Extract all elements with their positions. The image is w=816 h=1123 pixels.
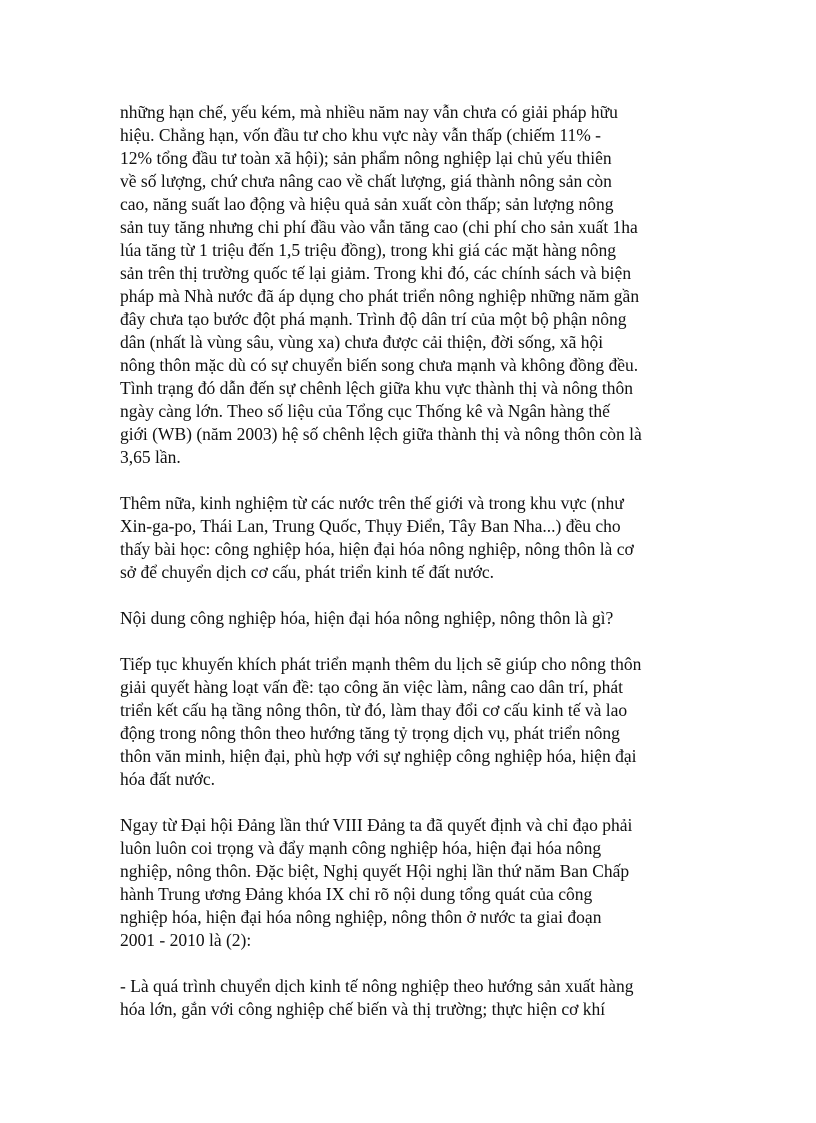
text-line: sở để chuyển dịch cơ cấu, phát triển kinh tế đất nước. — [120, 562, 495, 582]
text-line: - Là quá trình chuyển dịch kinh tế nông nghiệp theo hướng sản xuất hàng — [120, 976, 634, 996]
document-page — [120, 101, 705, 1044]
text-line: Ngay từ Đại hội Đảng lần thứ VIII Đảng ta đã quyết định và chỉ đạo phải — [120, 815, 633, 835]
text-line: sản trên thị trường quốc tế lại giảm. Trong khi đó, các chính sách và biện — [120, 263, 632, 283]
text-line: lúa tăng từ 1 triệu đến 1,5 triệu đồng), trong khi giá các mặt hàng nông — [120, 240, 616, 260]
text-line: Tình trạng đó dẫn đến sự chênh lệch giữa khu vực thành thị và nông thôn — [120, 378, 633, 398]
text-line: 3,65 lần. — [120, 447, 181, 467]
text-line: Xin-ga-po, Thái Lan, Trung Quốc, Thụy Điển, Tây Ban Nha...) đều cho — [120, 516, 621, 536]
text-line: giải quyết hàng loạt vấn đề: tạo công ăn việc làm, nâng cao dân trí, phát — [120, 677, 623, 697]
text-line: pháp mà Nhà nước đã áp dụng cho phát triển nông nghiệp những năm gần — [120, 286, 640, 306]
text-line: Tiếp tục khuyến khích phát triển mạnh thêm du lịch sẽ giúp cho nông thôn — [120, 654, 642, 674]
paragraph-5 — [120, 814, 705, 952]
paragraph-1 — [120, 101, 705, 469]
text-line: sản tuy tăng nhưng chi phí đầu vào vẫn tăng cao (chi phí cho sản xuất 1ha — [120, 217, 638, 237]
text-line: 2001 - 2010 là (2): — [120, 930, 252, 950]
text-line: thôn văn minh, hiện đại, phù hợp với sự nghiệp công nghiệp hóa, hiện đại — [120, 746, 637, 766]
text-line: nghiệp hóa, hiện đại hóa nông nghiệp, nông thôn ở nước ta giai đoạn — [120, 907, 602, 927]
text-line: cao, năng suất lao động và hiệu quả sản xuất còn thấp; sản lượng nông — [120, 194, 614, 214]
text-line: những hạn chế, yếu kém, mà nhiều năm nay vẫn chưa có giải pháp hữu — [120, 102, 618, 122]
text-line: hóa lớn, gắn với công nghiệp chế biến và thị trường; thực hiện cơ khí — [120, 999, 606, 1019]
text-line: nghiệp, nông thôn. Đặc biệt, Nghị quyết Hội nghị lần thứ năm Ban Chấp — [120, 861, 630, 881]
text-line: 12% tổng đầu tư toàn xã hội); sản phẩm nông nghiệp lại chủ yếu thiên — [120, 148, 612, 168]
text-line: dân (nhất là vùng sâu, vùng xa) chưa được cải thiện, đời sống, xã hội — [120, 332, 604, 352]
text-line: nông thôn mặc dù có sự chuyển biến song chưa mạnh và không đồng đều. — [120, 355, 639, 375]
paragraph-4 — [120, 653, 705, 791]
paragraph-6 — [120, 975, 705, 1021]
text-line: hóa đất nước. — [120, 769, 216, 789]
paragraph-3 — [120, 607, 705, 630]
text-line: thấy bài học: công nghiệp hóa, hiện đại hóa nông nghiệp, nông thôn là cơ — [120, 539, 634, 559]
text-line: giới (WB) (năm 2003) hệ số chênh lệch giữa thành thị và nông thôn còn là — [120, 424, 642, 444]
text-line: hiệu. Chẳng hạn, vốn đầu tư cho khu vực này vẫn thấp (chiếm 11% - — [120, 125, 601, 145]
text-line: đây chưa tạo bước đột phá mạnh. Trình độ dân trí của một bộ phận nông — [120, 309, 627, 329]
text-line: hành Trung ương Đảng khóa IX chỉ rõ nội dung tổng quát của công — [120, 884, 593, 904]
text-line: luôn luôn coi trọng và đẩy mạnh công nghiệp hóa, hiện đại hóa nông — [120, 838, 602, 858]
text-line: Nội dung công nghiệp hóa, hiện đại hóa nông nghiệp, nông thôn là gì? — [120, 608, 614, 628]
text-line: triển kết cấu hạ tầng nông thôn, từ đó, làm thay đổi cơ cấu kinh tế và lao — [120, 700, 628, 720]
text-line: động trong nông thôn theo hướng tăng tỷ trọng dịch vụ, phát triển nông — [120, 723, 620, 743]
paragraph-2 — [120, 492, 705, 584]
text-line: Thêm nữa, kinh nghiệm từ các nước trên thế giới và trong khu vực (như — [120, 493, 624, 513]
text-line: về số lượng, chứ chưa nâng cao về chất lượng, giá thành nông sản còn — [120, 171, 612, 191]
text-line: ngày càng lớn. Theo số liệu của Tổng cục Thống kê và Ngân hàng thế — [120, 401, 610, 421]
